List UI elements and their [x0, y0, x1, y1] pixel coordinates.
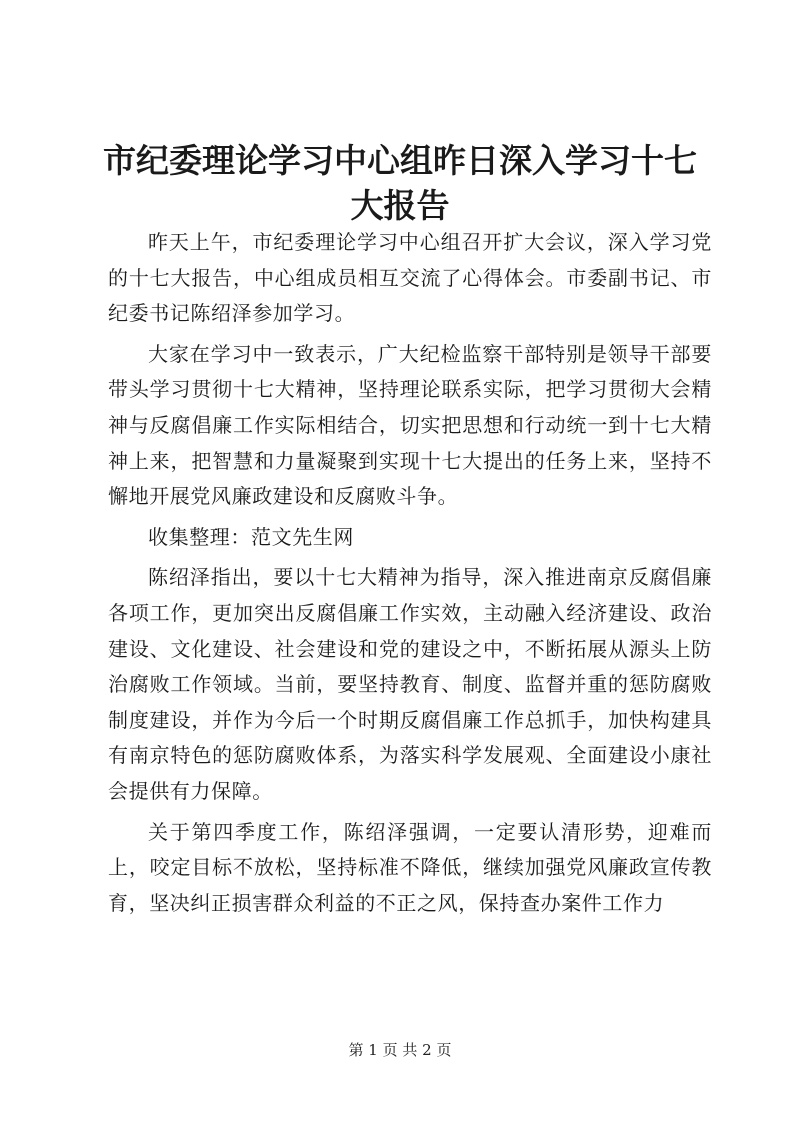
paragraph-5: 关于第四季度工作，陈绍泽强调，一定要认清形势，迎难而上，咬定目标不放松，坚持标准不降低，继续加强党风廉政宣传教育，坚决纠正损害群众利益的不正之风，保持查办案件工作力 — [108, 819, 712, 915]
paragraph-2: 大家在学习中一致表示，广大纪检监察干部特别是领导干部要带头学习贯彻十七大精神，坚持理论联系实际，把学习贯彻大会精神与反腐倡廉工作实际相结合，切实把思想和行动统一到十七大精神上来，把智慧和力量凝聚到实现十七大提出的任务上来，坚持不懈地开展党风廉政建设和反腐败斗争。 — [108, 341, 712, 509]
paragraph-1: 昨天上午，市纪委理论学习中心组召开扩大会议，深入学习党的十七大报告，中心组成员相互交流了心得体会。市委副书记、市纪委书记陈绍泽参加学习。 — [108, 230, 712, 326]
document-body — [108, 225, 712, 926]
page-number-footer: 第 1 页 共 2 页 — [348, 1041, 452, 1059]
paragraph-4: 陈绍泽指出，要以十七大精神为指导，深入推进南京反腐倡廉各项工作，更加突出反腐倡廉工作实效，主动融入经济建设、政治建设、文化建设、社会建设和党的建设之中，不断拓展从源头上防治腐败工作领域。当前，要坚持教育、制度、监督并重的惩防腐败制度建设，并作为今后一个时期反腐倡廉工作总抓手，加快构建具有南京特色的惩防腐败体系，为落实科学发展观、全面建设小康社会提供有力保障。 — [108, 565, 712, 803]
paragraph-3-source: 收集整理：范文先生网 — [148, 524, 354, 549]
document-title: 市纪委理论学习中心组昨日深入学习十七大报告 — [103, 141, 697, 225]
